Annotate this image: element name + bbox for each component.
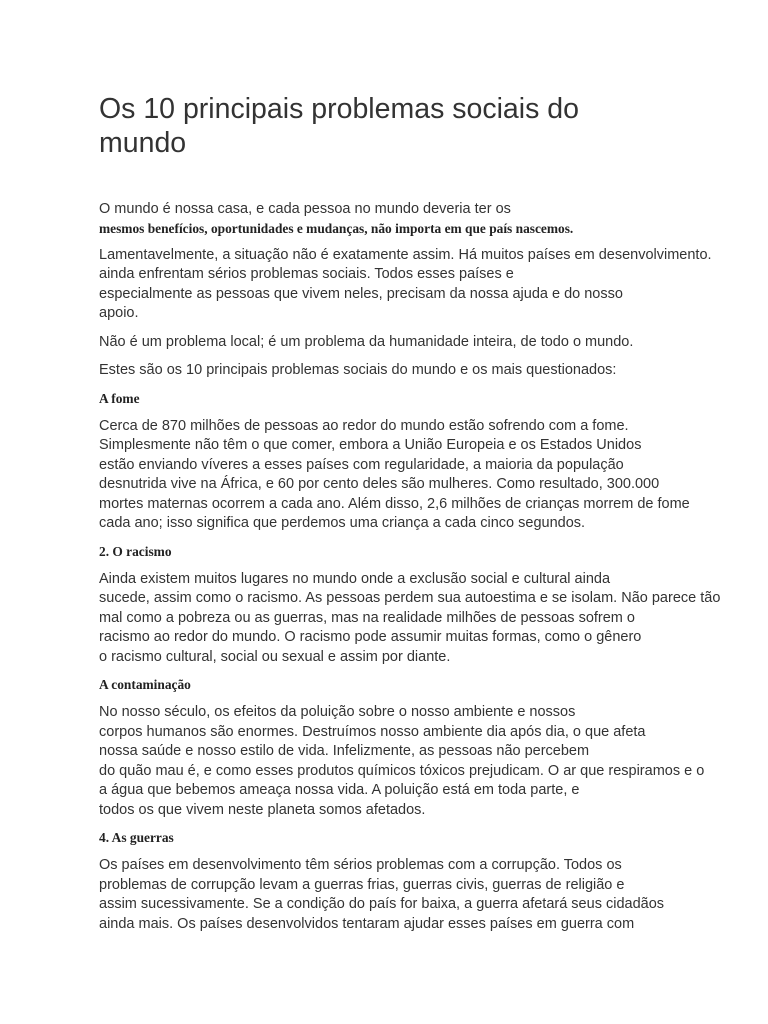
intro-paragraph: [99, 200, 709, 238]
section-paragraph-guerras: [99, 856, 709, 934]
section-paragraph-fome: [99, 417, 709, 534]
paragraph-line: mal como a pobreza ou as guerras, mas na realidade milhões de pessoas sofrem o: [99, 609, 635, 626]
paragraph-line: Ainda existem muitos lugares no mundo onde a exclusão social e cultural ainda: [99, 570, 611, 587]
document-body: [99, 200, 721, 943]
lament-paragraph: [99, 246, 712, 324]
intro-bold-line: mesmos benefícios, oportunidades e mudanças, não importa em que país nascemos.: [99, 220, 574, 236]
section-paragraph-racismo: [99, 570, 721, 668]
paragraph-line: corpos humanos são enormes. Destruímos nosso ambiente dia após dia, o que afeta: [99, 723, 646, 740]
paragraph-line: especialmente as pessoas que vivem neles, precisam da nossa ajuda e do nosso: [99, 285, 623, 302]
paragraph-line: No nosso século, os efeitos da poluição sobre o nosso ambiente e nossos: [99, 704, 576, 720]
section-heading-racismo: 2. O racismo: [99, 543, 172, 559]
paragraph-line: Não é um problema local; é um problema da humanidade inteira, de todo o mundo.: [99, 333, 634, 350]
paragraph-line: Cerca de 870 milhões de pessoas ao redor do mundo estão sofrendo com a fome.: [99, 417, 629, 434]
paragraph-line: racismo ao redor do mundo. O racismo pode assumir muitas formas, como o gênero: [99, 629, 642, 645]
paragraph-line: Os países em desenvolvimento têm sérios problemas com a corrupção. Todos os: [99, 857, 622, 873]
paragraph-line: Lamentavelmente, a situação não é exatamente assim. Há muitos países em desenvolvimento.: [99, 246, 712, 263]
paragraph-line: nossa saúde e nosso estilo de vida. Infelizmente, as pessoas não percebem: [99, 743, 590, 759]
section-heading-contaminacao: A contaminação: [99, 677, 191, 692]
paragraph-line: ainda mais. Os países desenvolvidos tentaram ajudar esses países em guerra com: [99, 915, 635, 932]
paragraph-line: estão enviando víveres a esses países com regularidade, a maioria da população: [99, 456, 624, 473]
list-intro-paragraph: [99, 361, 709, 381]
intro-line: O mundo é nossa casa, e cada pessoa no mundo deveria ter os: [99, 201, 511, 217]
paragraph-line: todos os que vivem neste planeta somos afetados.: [99, 801, 426, 818]
paragraph-line: ainda enfrentam sérios problemas sociais. Todos esses países e: [99, 266, 514, 282]
document-title: [99, 92, 699, 160]
paragraph-line: do quão mau é, e como esses produtos químicos tóxicos prejudicam. O ar que respiramos e o: [99, 762, 705, 779]
paragraph-line: problemas de corrupção levam a guerras frias, guerras civis, guerras de religião e: [99, 876, 625, 893]
section-heading-fome: A fome: [99, 390, 140, 406]
paragraph-line: mortes maternas ocorrem a cada ano. Além disso, 2,6 milhões de crianças morrem de fome: [99, 495, 690, 512]
paragraph-line: Simplesmente não têm o que comer, embora a União Europeia e os Estados Unidos: [99, 437, 642, 453]
section-paragraph-contaminacao: [99, 703, 709, 820]
paragraph-line: a água que bebemos ameaça nossa vida. A poluição está em toda parte, e: [99, 782, 580, 798]
paragraph-line: Estes são os 10 principais problemas sociais do mundo e os mais questionados:: [99, 362, 617, 378]
paragraph-line: cada ano; isso significa que perdemos uma criança a cada cinco segundos.: [99, 515, 586, 531]
title-line: Os 10 principais problemas sociais do: [99, 93, 579, 125]
paragraph-line: assim sucessivamente. Se a condição do país for baixa, a guerra afetará seus cidadãos: [99, 896, 665, 912]
title-line: mundo: [99, 127, 187, 159]
paragraph-line: sucede, assim como o racismo. As pessoas perdem sua autoestima e se isolam. Não parece tão: [99, 590, 721, 606]
paragraph-line: o racismo cultural, social ou sexual e assim por diante.: [99, 648, 451, 665]
section-heading-guerras: 4. As guerras: [99, 830, 174, 845]
paragraph-line: apoio.: [99, 305, 139, 321]
local-problem-paragraph: [99, 333, 709, 353]
paragraph-line: desnutrida vive na África, e 60 por cento deles são mulheres. Como resultado, 300.000: [99, 476, 660, 492]
